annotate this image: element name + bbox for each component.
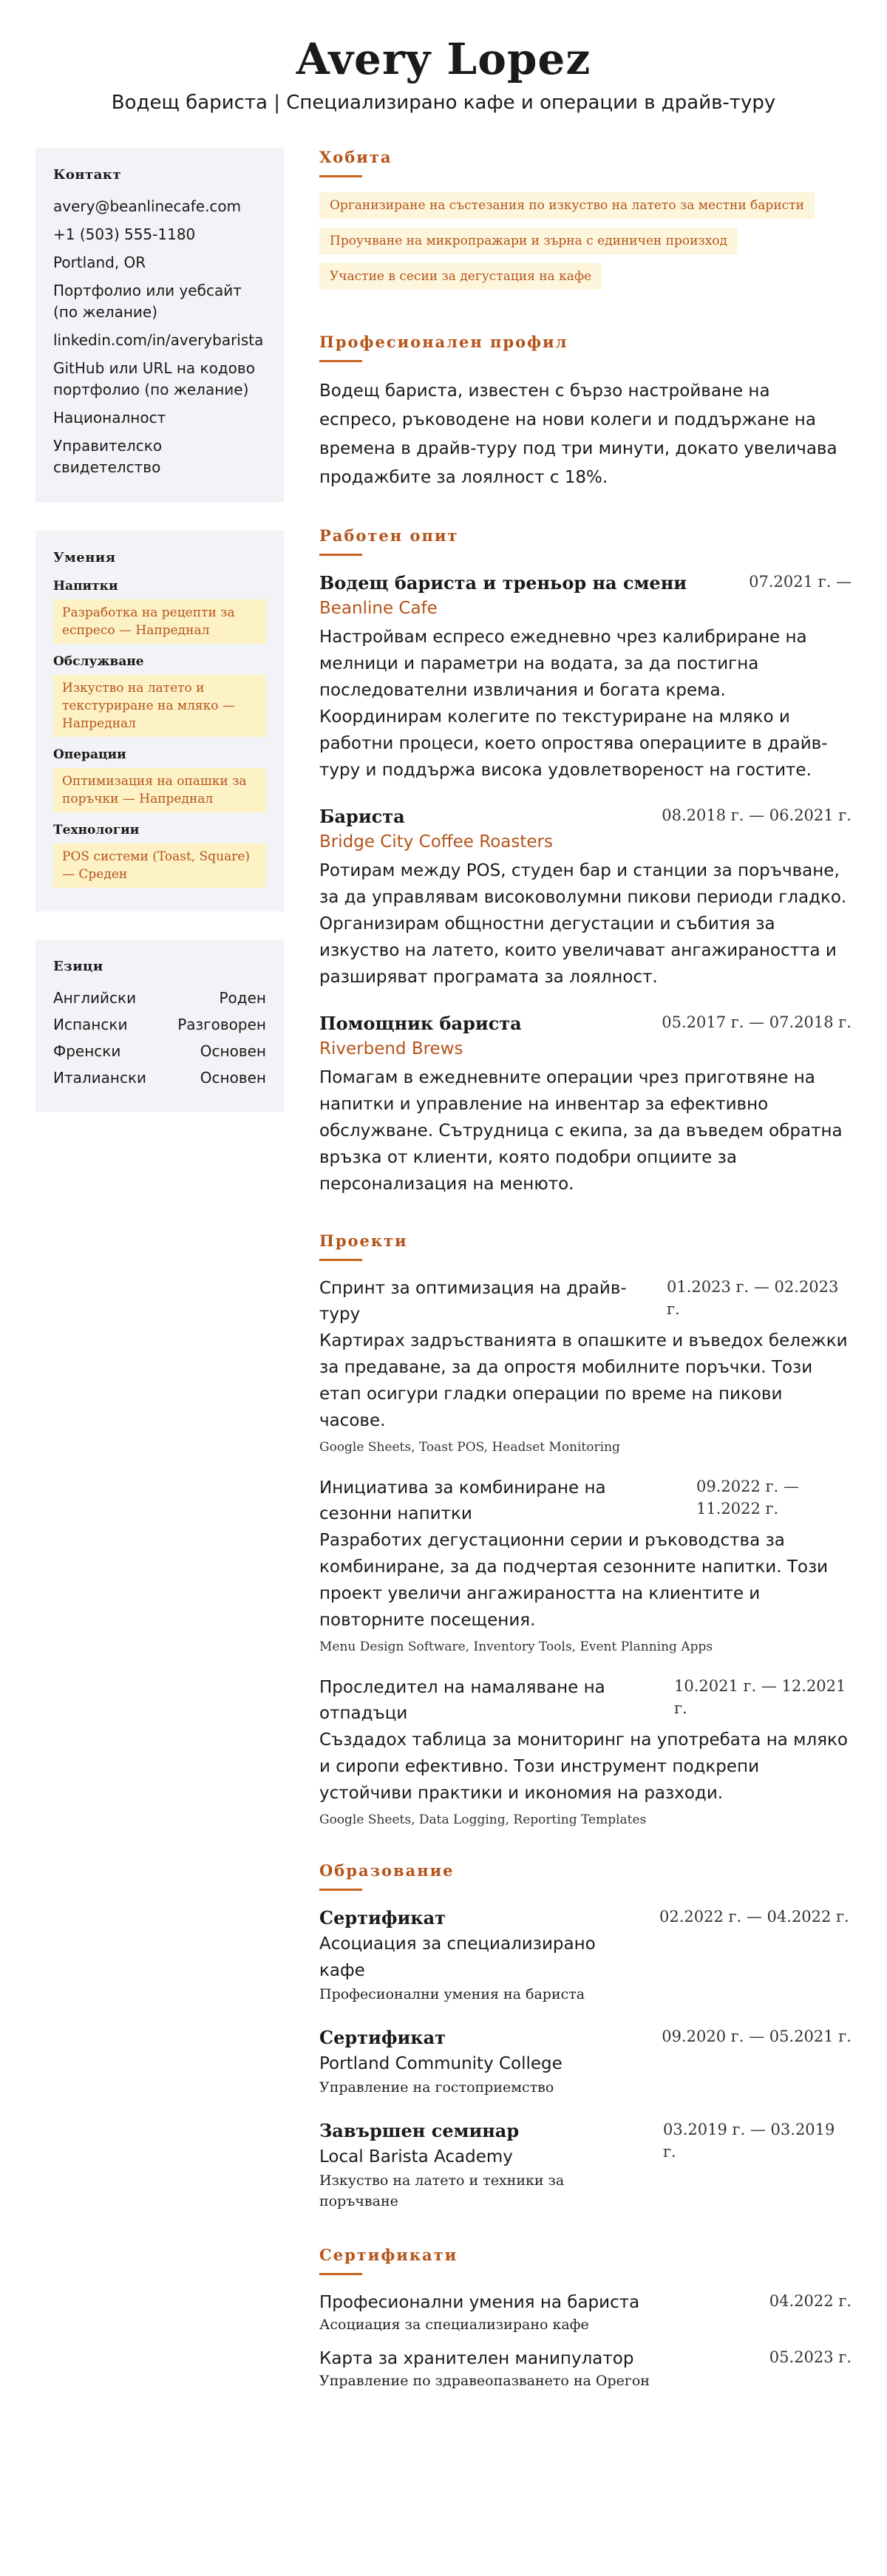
certificate-entry — [319, 2290, 852, 2334]
section-divider — [319, 554, 362, 556]
job-title: Бариста — [319, 806, 405, 827]
project-entry — [319, 1475, 852, 1654]
project-description: Създадох таблица за мониторинг на употребата на мляко и сиропи ефективно. Този инструмент подкрепи устойчиви практики и икономия на разходи. — [319, 1730, 848, 1803]
contact-github: GitHub или URL на кодово портфолио (по желание) — [53, 359, 255, 398]
skill-chip: Изкуство на латето и текстуриране на мляко — Напреднал — [53, 675, 266, 737]
certificate-name: Карта за хранителен манипулатор — [319, 2349, 634, 2368]
project-tools: Menu Design Software, Inventory Tools, Event Planning Apps — [319, 1639, 713, 1654]
certificate-name: Професионални умения на бариста — [319, 2293, 640, 2312]
experience-entry — [319, 804, 852, 990]
certificates-section — [319, 2246, 852, 2390]
education-field: Управление на гостоприемство — [319, 2079, 554, 2096]
job-date: 07.2021 г. — — [749, 573, 852, 591]
contact-phone[interactable]: +1 (503) 555-1180 — [53, 225, 196, 243]
contact-title: Контакт — [53, 167, 122, 183]
project-date: 01.2023 г. — 02.2023 г. — [667, 1278, 839, 1318]
education-degree: Завършен семинар — [319, 2120, 520, 2141]
job-employer: Riverbend Brews — [319, 1039, 463, 1058]
hobby-chip: Участие в сесии за дегустация на кафе — [319, 263, 602, 290]
hobbies-section — [319, 148, 852, 299]
contact-email[interactable]: avery@beanlinecafe.com — [53, 197, 242, 215]
section-divider — [319, 175, 362, 177]
education-field: Професионални умения на бариста — [319, 1986, 585, 2002]
certificate-date: 04.2022 г. — [769, 2292, 852, 2310]
project-description: Картирах задръстванията в опашките и въведох бележки за предаване, за да опростя мобилните поръчки. Този етап осигури гладки операции по време на пикови часове. — [319, 1331, 848, 1430]
contact-linkedin[interactable]: linkedin.com/in/averybarista — [53, 331, 264, 349]
education-school: Portland Community College — [319, 2054, 563, 2073]
job-description: Помагам в ежедневните операции чрез приготвяне на напитки и управление на инвентар за ефективно обслужване. Сътрудница с екипа, за да въведем обратна връзка от клиенти, която подобри опциите за персонализация на менюто. — [319, 1068, 843, 1194]
job-date: 05.2017 г. — 07.2018 г. — [662, 1013, 852, 1031]
skills-title: Умения — [53, 550, 116, 565]
profile-section — [319, 333, 852, 492]
language-level: Основен — [200, 1042, 266, 1060]
job-title: Помощник бариста — [319, 1013, 522, 1034]
language-row — [53, 1014, 266, 1035]
certificate-issuer: Управление по здравеопазването на Орегон — [319, 2373, 650, 2389]
education-school: Асоциация за специализирано кафе — [319, 1934, 596, 1980]
education-entry — [319, 1906, 852, 2005]
hobby-chip: Проучване на микропражари и зърна с единичен произход — [319, 228, 738, 254]
hobby-chip: Организиране на състезания по изкуство на латето за местни баристи — [319, 192, 815, 219]
contact-license: Управителско свидетелство — [53, 437, 163, 476]
job-employer: Bridge City Coffee Roasters — [319, 832, 553, 852]
job-employer: Beanline Cafe — [319, 599, 438, 618]
contact-nationality: Националност — [53, 409, 166, 426]
skill-chip: Разработка на рецепти за еспресо — Напреднал — [53, 599, 266, 644]
project-tools: Google Sheets, Data Logging, Reporting Templates — [319, 1812, 647, 1827]
language-row — [53, 1041, 266, 1061]
certificate-date: 05.2023 г. — [769, 2348, 852, 2366]
resume-header — [0, 0, 887, 114]
section-divider — [319, 360, 362, 362]
certificate-entry — [319, 2346, 852, 2390]
language-level: Основен — [200, 1069, 266, 1087]
education-date: 03.2019 г. — 03.2019 г. — [663, 2121, 835, 2161]
section-title: Хобита — [319, 148, 392, 166]
skill-group-title: Обслужване — [53, 654, 144, 669]
project-entry — [319, 1675, 852, 1827]
education-degree: Сертификат — [319, 2027, 446, 2048]
education-date: 09.2020 г. — 05.2021 г. — [662, 2028, 852, 2045]
experience-section — [319, 526, 852, 1197]
section-divider — [319, 2273, 362, 2275]
contact-location: Portland, OR — [53, 254, 146, 271]
education-date: 02.2022 г. — 04.2022 г. — [659, 1908, 849, 1926]
languages-title: Езици — [53, 959, 103, 974]
project-date: 09.2022 г. — 11.2022 г. — [696, 1478, 799, 1518]
section-divider — [319, 1259, 362, 1261]
candidate-name: Avery Lopez — [296, 34, 591, 84]
language-name: Френски — [53, 1042, 121, 1060]
language-name: Испански — [53, 1016, 128, 1033]
profile-summary: Водещ бариста, известен с бързо настройване на еспресо, ръководене на нови колеги и поддържане на времена в драйв-туру под три минути, докато увеличава продажбите за лоялност с 18%. — [319, 381, 837, 487]
main-content — [319, 148, 852, 2424]
project-date: 10.2021 г. — 12.2021 г. — [674, 1677, 846, 1717]
education-section — [319, 1861, 852, 2212]
project-description: Разработих дегустационни серии и ръководства за комбиниране, за да подчертая сезонните напитки. Този проект увеличи ангажираността на клиентите и повторните посещения. — [319, 1531, 829, 1630]
skill-group-title: Операции — [53, 747, 126, 762]
project-name: Спринт за оптимизация на драйв-туру — [319, 1279, 627, 1324]
candidate-tagline: Водещ бариста | Специализирано кафе и операции в драйв-туру — [111, 92, 776, 114]
education-field: Изкуство на латето и техники за поръчване — [319, 2172, 565, 2209]
skill-chip: Оптимизация на опашки за поръчки — Напреднал — [53, 768, 266, 812]
section-title: Проекти — [319, 1231, 408, 1250]
section-divider — [319, 1889, 362, 1891]
sidebar — [35, 148, 284, 1140]
project-entry — [319, 1276, 852, 1455]
education-entry — [319, 2118, 852, 2212]
job-title: Водещ бариста и треньор на смени — [319, 572, 687, 594]
job-date: 08.2018 г. — 06.2021 г. — [662, 806, 852, 824]
section-title: Професионален профил — [319, 333, 568, 351]
project-name: Проследител на намаляване на отпадъци — [319, 1678, 605, 1723]
contact-portfolio: Портфолио или уебсайт (по желание) — [53, 282, 242, 321]
section-title: Образование — [319, 1861, 455, 1880]
skills-card — [35, 531, 284, 911]
language-level: Роден — [219, 989, 266, 1007]
project-tools: Google Sheets, Toast POS, Headset Monitoring — [319, 1440, 620, 1455]
section-title: Сертификати — [319, 2246, 458, 2264]
project-name: Инициатива за комбиниране на сезонни напитки — [319, 1478, 606, 1523]
section-title: Работен опит — [319, 526, 459, 545]
language-level: Разговорен — [177, 1016, 266, 1033]
education-degree: Сертификат — [319, 1907, 446, 1928]
job-description: Настройвам еспресо ежедневно чрез калибриране на мелници и параметри на водата, за да постигна последователни извличания и богата крема. Координирам колегите по текстуриране на мляко и работни процеси, което опростява операциите в драйв-туру и поддържа висока удовлетвореност на гостите. — [319, 628, 828, 780]
languages-card — [35, 939, 284, 1112]
skill-group-title: Напитки — [53, 579, 118, 594]
certificate-issuer: Асоциация за специализирано кафе — [319, 2317, 589, 2333]
education-school: Local Barista Academy — [319, 2147, 513, 2167]
contact-list — [53, 196, 266, 478]
language-row — [53, 988, 266, 1008]
experience-entry — [319, 571, 852, 784]
experience-entry — [319, 1011, 852, 1197]
job-description: Ротирам между POS, студен бар и станции за поръчване, за да управлявам високоволумни пикови периоди гладко. Организирам общностни дегустации и събития за изкуство на латето, които увеличават ангажираността и разширяват програмата за лоялност. — [319, 861, 847, 987]
projects-section — [319, 1231, 852, 1827]
skill-chip: POS системи (Toast, Square) — Среден — [53, 843, 266, 888]
skill-group-title: Технологии — [53, 823, 140, 837]
language-name: Английски — [53, 989, 137, 1007]
education-entry — [319, 2025, 852, 2098]
language-row — [53, 1067, 266, 1088]
contact-card — [35, 148, 284, 503]
language-name: Италиански — [53, 1069, 147, 1087]
